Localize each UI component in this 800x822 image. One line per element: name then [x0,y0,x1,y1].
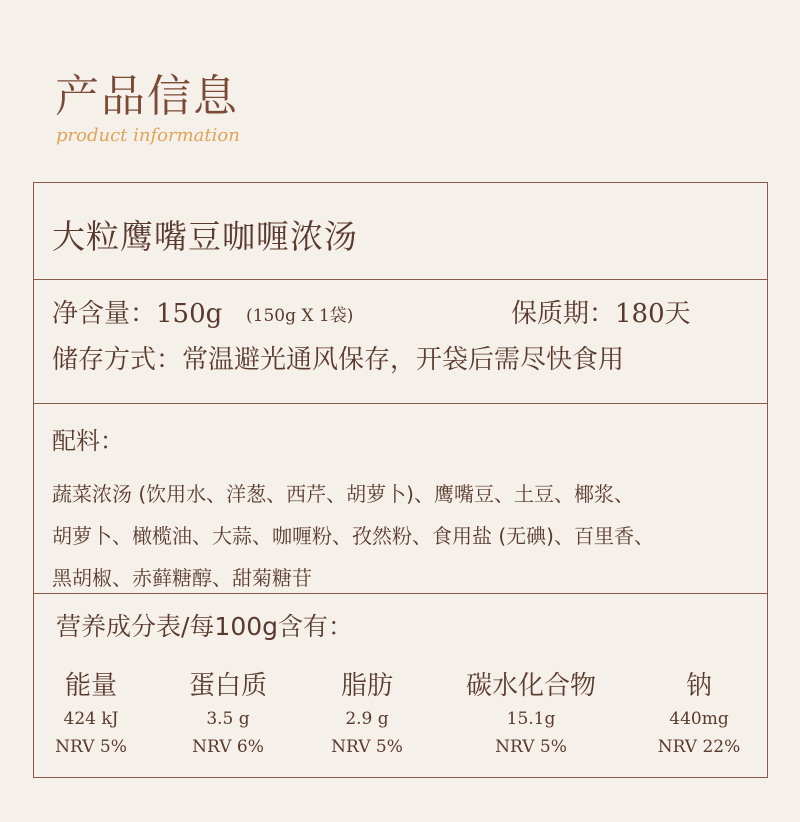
nutrient-value: 2.9 g [345,709,389,729]
nutrition-label: 营养成分表/每100g含有： [56,612,354,641]
net-content-label: 净含量： [52,299,157,329]
ingredients-line: 蔬菜浓汤 (饮用水、洋葱、西芹、胡萝卜)、鹰嘴豆、土豆、椰浆、 [52,482,634,506]
nutrient-value: 3.5 g [206,709,250,729]
nutrient-name: 碳水化合物 [465,671,596,701]
ingredients-text [52,473,762,599]
nutrient-nrv: NRV 5% [55,737,127,757]
nutrient-value: 424 kJ [63,709,119,729]
page-title: 产品信息 [55,71,239,122]
storage [52,339,624,376]
nutrient-name: 钠 [685,671,712,701]
net-content-value: 150g [156,299,223,329]
ingredients-line: 胡萝卜、橄榄油、大蒜、咖喱粉、孜然粉、食用盐 (无碘)、百里香、 [52,524,654,548]
ingredients-line: 黑胡椒、赤藓糖醇、甜菊糖苷 [52,566,312,590]
shelf-life-value: 180天 [615,299,691,329]
net-content [52,293,222,330]
nutrition-item-protein [173,665,283,761]
nutrient-nrv: NRV 6% [192,737,264,757]
info-table [33,182,768,778]
nutrient-nrv: NRV 5% [331,737,403,757]
nutrition-item-fat [312,665,422,761]
page-subtitle: product information [56,125,240,146]
nutrition-row [34,593,767,779]
nutrient-value: 15.1g [506,709,556,729]
shelf-life-label: 保质期： [511,299,616,329]
nutrition-item-energy [36,665,146,761]
product-name-row [34,183,767,280]
specs-row [34,279,767,404]
nutrient-nrv: NRV 5% [495,737,567,757]
shelf-life [511,293,691,330]
product-name: 大粒鹰嘴豆咖喱浓汤 [52,217,358,256]
nutrient-value: 440mg [669,709,729,729]
storage-value: 常温避光通风保存，开袋后需尽快食用 [182,345,625,375]
nutrient-name: 蛋白质 [188,671,267,701]
ingredients-label: 配料： [52,427,124,455]
nutrient-name: 脂肪 [340,671,393,701]
nutrition-item-carbohydrate [446,665,616,761]
nutrient-name: 能量 [64,671,117,701]
ingredients-row [34,403,767,594]
nutrient-nrv: NRV 22% [657,737,741,757]
storage-label: 储存方式： [52,345,183,375]
nutrition-item-sodium [634,665,764,761]
net-content-detail: (150g X 1袋) [246,306,354,326]
